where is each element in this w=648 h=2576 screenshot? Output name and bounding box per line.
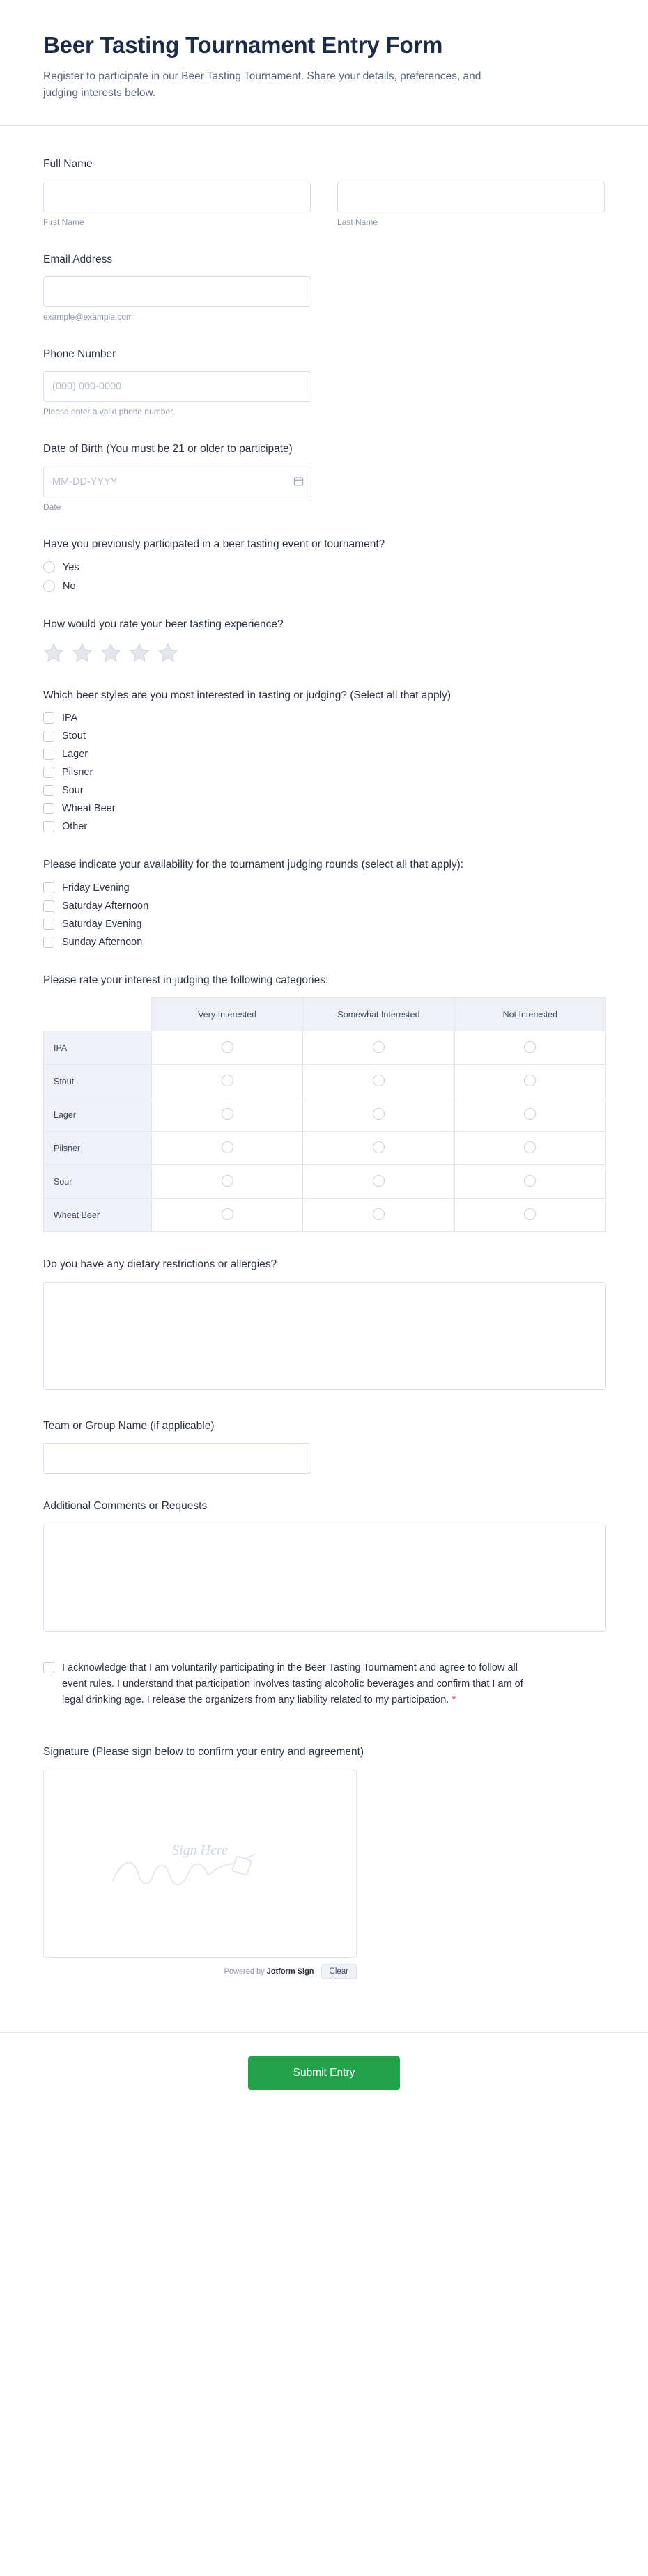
dietary-textarea[interactable] xyxy=(43,1282,606,1390)
radio-circle-yes[interactable] xyxy=(43,561,55,573)
matrix-cell-ipa-somewhat[interactable] xyxy=(303,1031,454,1065)
clear-signature-button[interactable]: Clear xyxy=(321,1964,357,1979)
checkbox-option-ipa[interactable] xyxy=(43,712,605,724)
field-previous-participation xyxy=(43,537,605,592)
powered-by-label xyxy=(224,1967,314,1976)
comments-label: Additional Comments or Requests xyxy=(43,1500,208,1513)
radio-label-yes: Yes xyxy=(63,561,79,573)
checkbox-consent[interactable] xyxy=(43,1662,54,1673)
field-email xyxy=(43,252,605,322)
field-consent xyxy=(43,1660,605,1709)
matrix-cell-pilsner-not[interactable] xyxy=(454,1132,605,1165)
signature-label: Signature (Please sign below to confirm your entry and agreement) xyxy=(43,1746,364,1758)
email-field[interactable] xyxy=(43,276,311,307)
dob-group xyxy=(43,467,311,512)
matrix-col-very-interested: Very Interested xyxy=(152,998,303,1031)
powered-brand: Jotform Sign xyxy=(266,1967,314,1976)
checkbox-label-sunday-afternoon: Sunday Afternoon xyxy=(62,936,143,948)
form-footer xyxy=(0,2032,648,2121)
matrix-radio-lager-somewhat[interactable] xyxy=(373,1108,385,1120)
checkbox-sour[interactable] xyxy=(43,785,54,796)
field-team-name xyxy=(43,1419,605,1474)
checkbox-saturday-evening[interactable] xyxy=(43,919,54,930)
field-comments xyxy=(43,1499,605,1634)
signature-pad[interactable] xyxy=(43,1770,357,1958)
matrix-radio-wheat-not[interactable] xyxy=(524,1208,536,1220)
field-availability xyxy=(43,857,605,947)
checkbox-other[interactable] xyxy=(43,821,54,832)
email-label: Email Address xyxy=(43,253,113,265)
checkbox-pilsner[interactable] xyxy=(43,767,54,778)
checkbox-label-lager: Lager xyxy=(62,749,88,760)
page-title: Beer Tasting Tournament Entry Form xyxy=(43,32,443,58)
signature-hint: Sign Here xyxy=(172,1842,228,1858)
matrix-radio-ipa-somewhat[interactable] xyxy=(373,1041,385,1053)
email-group xyxy=(43,276,311,322)
last-name-group xyxy=(337,182,605,227)
field-beer-styles xyxy=(43,688,605,832)
first-name-sublabel: First Name xyxy=(43,217,84,227)
checkbox-option-sunday-afternoon[interactable] xyxy=(43,937,605,948)
matrix-radio-pilsner-not[interactable] xyxy=(524,1141,536,1153)
matrix-radio-sour-not[interactable] xyxy=(524,1175,536,1187)
matrix-col-somewhat-interested: Somewhat Interested xyxy=(303,998,454,1031)
table-row xyxy=(44,1098,606,1132)
matrix-cell-lager-not[interactable] xyxy=(454,1098,605,1132)
comments-textarea[interactable] xyxy=(43,1524,606,1632)
signature-footer xyxy=(43,1964,357,1979)
form-body xyxy=(0,126,648,2032)
matrix-radio-wheat-very[interactable] xyxy=(222,1208,233,1220)
matrix-radio-stout-not[interactable] xyxy=(524,1075,536,1086)
rating-label: How would you rate your beer tasting experience? xyxy=(43,618,284,631)
checkbox-label-saturday-afternoon: Saturday Afternoon xyxy=(62,900,149,912)
matrix-radio-pilsner-very[interactable] xyxy=(222,1141,233,1153)
matrix-radio-ipa-very[interactable] xyxy=(222,1041,233,1053)
matrix-cell-lager-somewhat[interactable] xyxy=(303,1098,454,1132)
interest-matrix-table xyxy=(43,997,606,1232)
form-header xyxy=(0,0,648,126)
matrix-cell-sour-very[interactable] xyxy=(152,1165,303,1199)
matrix-cell-sour-not[interactable] xyxy=(454,1165,605,1199)
matrix-radio-sour-somewhat[interactable] xyxy=(373,1175,385,1187)
checkbox-sunday-afternoon[interactable] xyxy=(43,937,54,948)
checkbox-label-friday-evening: Friday Evening xyxy=(62,882,130,893)
field-interest-matrix xyxy=(43,973,605,1232)
matrix-cell-stout-somewhat[interactable] xyxy=(303,1065,454,1098)
star-icon-1[interactable] xyxy=(43,642,64,663)
submit-button[interactable]: Submit Entry xyxy=(248,2056,400,2090)
checkbox-option-sour[interactable] xyxy=(43,785,605,796)
matrix-cell-lager-very[interactable] xyxy=(152,1098,303,1132)
full-name-label: Full Name xyxy=(43,158,93,171)
interest-matrix-label: Please rate your interest in judging the following categories: xyxy=(43,974,329,986)
calendar-icon[interactable] xyxy=(293,476,304,487)
matrix-radio-sour-very[interactable] xyxy=(222,1175,233,1187)
matrix-cell-sour-somewhat[interactable] xyxy=(303,1165,454,1199)
checkbox-label-sour: Sour xyxy=(62,785,84,797)
checkbox-option-friday-evening[interactable] xyxy=(43,882,605,893)
previous-participation-label: Have you previously participated in a beer tasting event or tournament? xyxy=(43,538,385,550)
consent-row[interactable] xyxy=(43,1660,605,1709)
required-indicator: * xyxy=(452,1694,456,1706)
checkbox-stout[interactable] xyxy=(43,731,54,742)
field-dietary xyxy=(43,1257,605,1393)
checkbox-label-other: Other xyxy=(62,821,88,833)
checkbox-label-stout: Stout xyxy=(62,731,86,742)
checkbox-saturday-afternoon[interactable] xyxy=(43,900,54,912)
star-icon-5[interactable] xyxy=(157,642,178,663)
matrix-radio-lager-not[interactable] xyxy=(524,1108,536,1120)
matrix-radio-lager-very[interactable] xyxy=(222,1108,233,1120)
dietary-label: Do you have any dietary restrictions or allergies? xyxy=(43,1258,277,1271)
matrix-cell-stout-not[interactable] xyxy=(454,1065,605,1098)
last-name-sublabel: Last Name xyxy=(337,217,378,227)
checkbox-option-saturday-afternoon[interactable] xyxy=(43,900,605,912)
signature-scribble-icon xyxy=(110,1854,284,1899)
matrix-cell-ipa-not[interactable] xyxy=(454,1031,605,1065)
matrix-radio-ipa-not[interactable] xyxy=(524,1041,536,1053)
checkbox-friday-evening[interactable] xyxy=(43,882,54,893)
matrix-cell-wheat-somewhat[interactable] xyxy=(303,1199,454,1232)
matrix-row-label-wheat-beer: Wheat Beer xyxy=(44,1199,152,1232)
matrix-radio-stout-very[interactable] xyxy=(222,1075,233,1086)
full-name-row xyxy=(43,182,605,227)
matrix-radio-stout-somewhat[interactable] xyxy=(373,1075,385,1086)
matrix-header-row xyxy=(44,998,606,1031)
star-icon-3[interactable] xyxy=(100,642,121,663)
matrix-cell-ipa-very[interactable] xyxy=(152,1031,303,1065)
field-full-name xyxy=(43,157,605,226)
team-name-input[interactable] xyxy=(43,1443,311,1474)
checkbox-ipa[interactable] xyxy=(43,712,54,724)
consent-text-wrapper xyxy=(62,1660,543,1709)
checkbox-label-saturday-evening: Saturday Evening xyxy=(62,918,142,930)
table-row xyxy=(44,1065,606,1098)
checkbox-label-ipa: IPA xyxy=(62,712,78,724)
phone-label: Phone Number xyxy=(43,348,116,360)
page-subtitle: Register to participate in our Beer Tasting Tournament. Share your details, preferences, and judging interests below. xyxy=(43,70,481,100)
dob-input[interactable] xyxy=(43,467,311,497)
matrix-cell-stout-very[interactable] xyxy=(152,1065,303,1098)
matrix-radio-wheat-somewhat[interactable] xyxy=(373,1208,385,1220)
last-name-input[interactable] xyxy=(337,182,605,212)
matrix-radio-pilsner-somewhat[interactable] xyxy=(373,1141,385,1153)
checkbox-option-other[interactable] xyxy=(43,821,605,832)
phone-input[interactable] xyxy=(43,371,311,402)
dob-label: Date of Birth (You must be 21 or older to participate) xyxy=(43,443,293,455)
matrix-row-label-sour: Sour xyxy=(44,1165,152,1199)
team-name-group xyxy=(43,1443,311,1474)
matrix-cell-pilsner-somewhat[interactable] xyxy=(303,1132,454,1165)
phone-sublabel: Please enter a valid phone number. xyxy=(43,407,175,417)
matrix-row-label-stout: Stout xyxy=(44,1065,152,1098)
availability-label: Please indicate your availability for the tournament judging rounds (select all that apply): xyxy=(43,859,464,871)
matrix-cell-wheat-not[interactable] xyxy=(454,1199,605,1232)
matrix-corner-cell xyxy=(44,998,152,1031)
dob-sublabel: Date xyxy=(43,501,61,512)
team-name-label: Team or Group Name (if applicable) xyxy=(43,1419,215,1432)
checkbox-wheat-beer[interactable] xyxy=(43,803,54,814)
matrix-row-label-pilsner: Pilsner xyxy=(44,1132,152,1165)
first-name-input[interactable] xyxy=(43,182,311,212)
table-row xyxy=(44,1031,606,1065)
star-icon-4[interactable] xyxy=(129,642,150,663)
table-row xyxy=(44,1199,606,1232)
field-phone xyxy=(43,347,605,416)
radio-option-no[interactable] xyxy=(43,580,605,592)
checkbox-option-pilsner[interactable] xyxy=(43,767,605,778)
matrix-col-not-interested: Not Interested xyxy=(454,998,605,1031)
matrix-cell-wheat-very[interactable] xyxy=(152,1199,303,1232)
email-sublabel: example@example.com xyxy=(43,311,133,322)
phone-group xyxy=(43,371,311,416)
field-dob xyxy=(43,442,605,511)
radio-circle-no[interactable] xyxy=(43,580,55,592)
radio-option-yes[interactable] xyxy=(43,561,605,573)
table-row xyxy=(44,1132,606,1165)
table-row xyxy=(44,1165,606,1199)
checkbox-option-stout[interactable] xyxy=(43,731,605,742)
radio-label-no: No xyxy=(63,580,76,592)
star-rating[interactable] xyxy=(43,642,605,663)
matrix-row-label-ipa: IPA xyxy=(44,1031,152,1065)
field-rating xyxy=(43,617,605,662)
consent-text: I acknowledge that I am voluntarily participating in the Beer Tasting Tournament and agree to follow all event rules. I understand that participation involves tasting alcoholic beverages and confirm that I am of legal drinking age. I release the organizers from any liability related to my participation. xyxy=(62,1662,523,1706)
checkbox-option-wheat-beer[interactable] xyxy=(43,803,605,814)
beer-styles-label: Which beer styles are you most interested in tasting or judging? (Select all that apply) xyxy=(43,689,451,701)
checkbox-label-pilsner: Pilsner xyxy=(62,767,93,779)
checkbox-option-saturday-evening[interactable] xyxy=(43,919,605,930)
matrix-cell-pilsner-very[interactable] xyxy=(152,1132,303,1165)
powered-prefix: Powered by xyxy=(224,1967,267,1976)
matrix-row-label-lager: Lager xyxy=(44,1098,152,1132)
field-signature xyxy=(43,1744,605,1978)
first-name-group xyxy=(43,182,311,227)
checkbox-option-lager[interactable] xyxy=(43,749,605,760)
checkbox-lager[interactable] xyxy=(43,749,54,760)
checkbox-label-wheat-beer: Wheat Beer xyxy=(62,803,116,815)
star-icon-2[interactable] xyxy=(72,642,93,663)
